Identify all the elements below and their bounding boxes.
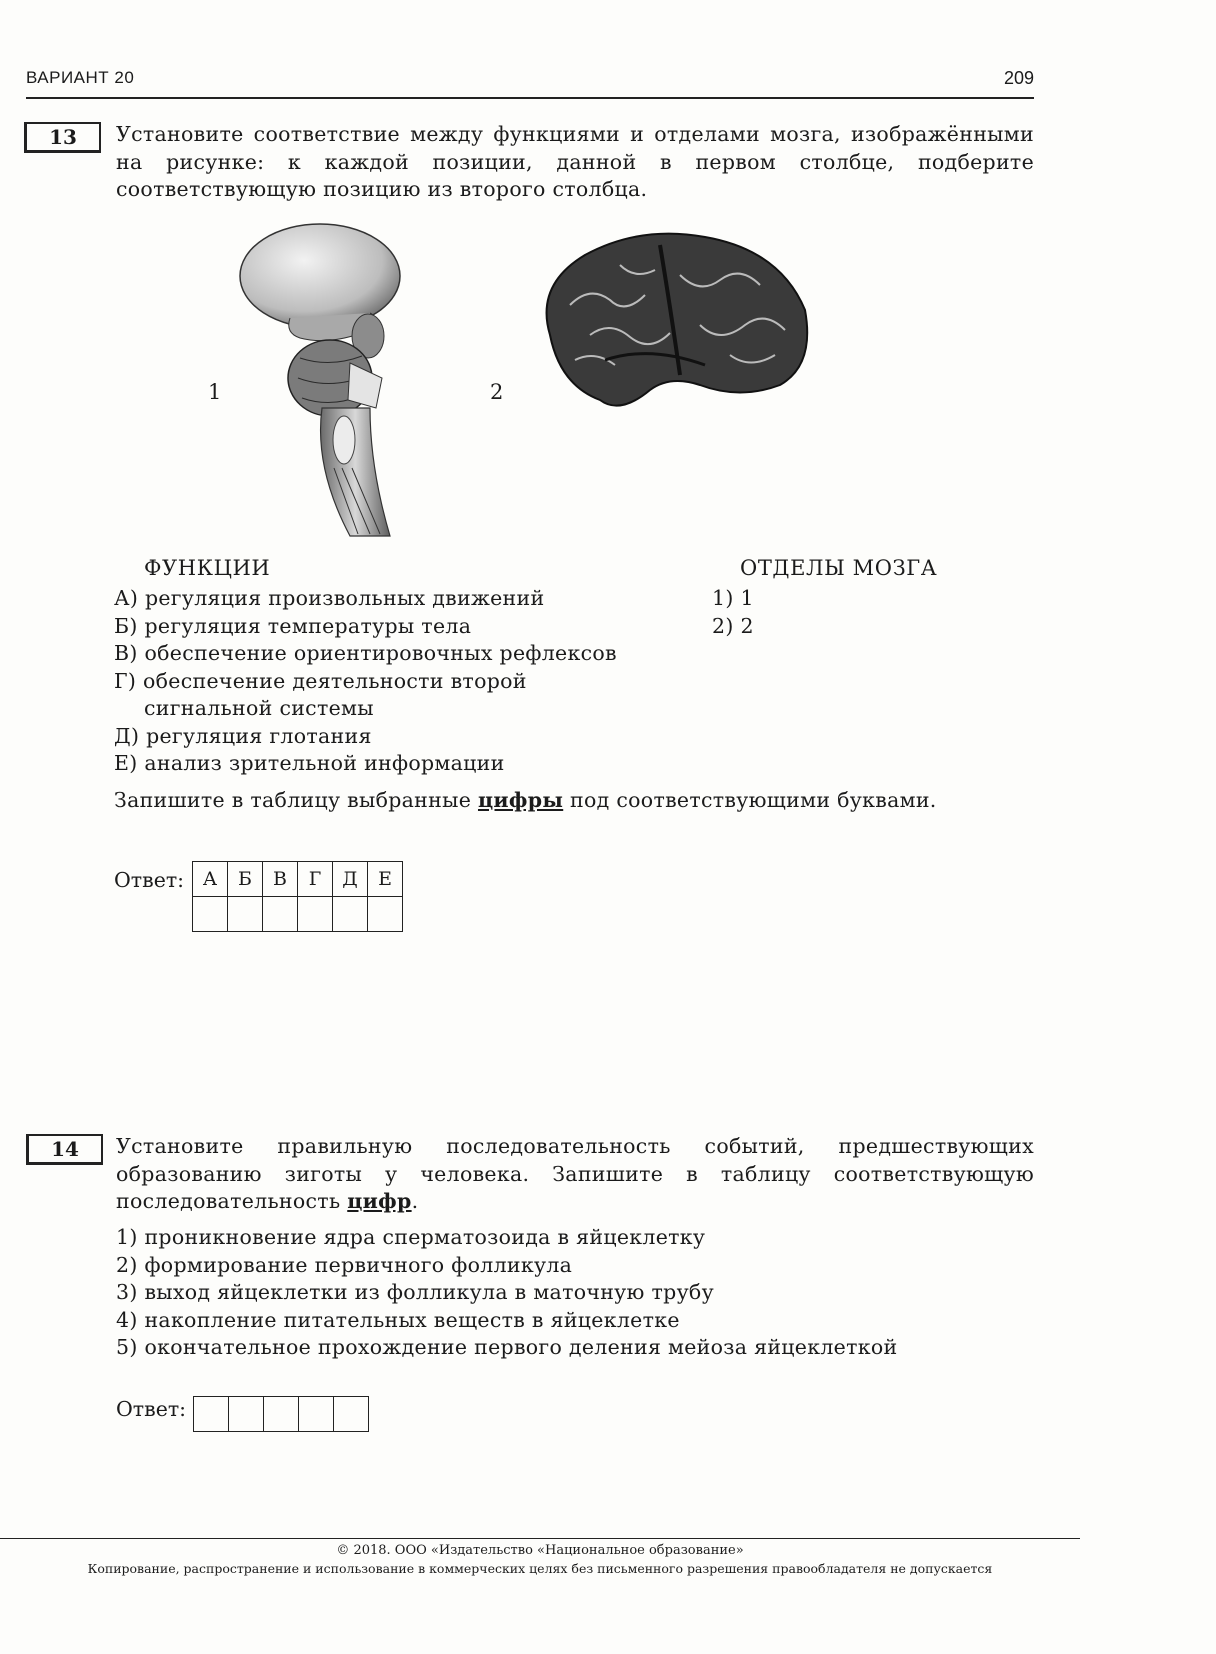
brain-part-1: 1) 1	[712, 586, 754, 610]
question-14-items	[116, 1224, 897, 1362]
brain-part-2: 2) 2	[712, 613, 754, 638]
question-14-text: Установите правильную последовательность событий, предшествующих образованию зиготы у человека. Запишите в таблицу соответствующую последовательность цифр.	[116, 1134, 1034, 1213]
answer-14-label: Ответ:	[116, 1397, 187, 1421]
footer-notice: Копирование, распространение и использование в коммерческих целях без письменного разрешения правообладателя не допускается	[87, 1561, 993, 1576]
answer-13-input-cell[interactable]	[368, 897, 403, 932]
answer-13-input-cell[interactable]	[263, 897, 298, 932]
answer-14-input-cell[interactable]	[229, 1397, 264, 1432]
function-item-a: А) регуляция произвольных движений	[114, 586, 545, 610]
answer-13-letter-cell: В	[263, 862, 298, 897]
answer-14-input-cell[interactable]	[264, 1397, 299, 1432]
answer-13-letter-cell: Г	[298, 862, 333, 897]
sequence-item-4: 4) накопление питательных веществ в яйцеклетке	[116, 1307, 680, 1332]
answer-13-letter-cell: А	[193, 862, 228, 897]
function-item-d: Д) регуляция глотания	[114, 723, 372, 748]
answer-14-input-cell[interactable]	[299, 1397, 334, 1432]
functions-list	[114, 585, 617, 778]
answer-13-input-cell[interactable]	[333, 897, 368, 932]
function-item-g-cont: сигнальной системы	[144, 696, 374, 720]
brain-parts-list	[712, 585, 754, 640]
answer-13-input-cell[interactable]	[298, 897, 333, 932]
function-item-e: Е) анализ зрительной информации	[114, 751, 505, 775]
figure-label-2: 2	[490, 380, 504, 404]
footer-divider	[0, 1538, 1080, 1539]
sequence-item-5: 5) окончательное прохождение первого деления мейоза яйцеклеткой	[116, 1335, 898, 1359]
question-13-instruction: Запишите в таблицу выбранные цифры под соответствующими буквами.	[114, 788, 937, 812]
question-14-number: 14	[26, 1134, 103, 1165]
answer-13-letter-cell: Д	[333, 862, 368, 897]
footer-copyright: © 2018. ООО «Издательство «Национальное образование»	[336, 1543, 744, 1558]
answer-14-input-cell[interactable]	[194, 1397, 229, 1432]
brainstem-illustration	[230, 218, 430, 548]
variant-label: ВАРИАНТ 20	[26, 68, 135, 87]
answer-13-letter-cell: Е	[368, 862, 403, 897]
answer-14-input-row	[194, 1397, 369, 1432]
question-13-number: 13	[24, 122, 101, 153]
brain-parts-heading: ОТДЕЛЫ МОЗГА	[740, 556, 938, 580]
function-item-v: В) обеспечение ориентировочных рефлексов	[114, 641, 617, 665]
header-divider	[26, 97, 1034, 99]
answer-14-input-cell[interactable]	[334, 1397, 369, 1432]
function-item-g: Г) обеспечение деятельности второй	[114, 668, 527, 693]
answer-13-letter-cell: Б	[228, 862, 263, 897]
answer-13-input-cell[interactable]	[193, 897, 228, 932]
sequence-item-1: 1) проникновение ядра сперматозоида в яйцеклетку	[116, 1225, 706, 1249]
answer-13-table	[192, 861, 403, 932]
sequence-item-3: 3) выход яйцеклетки из фолликула в маточную трубу	[116, 1280, 714, 1304]
sequence-item-2: 2) формирование первичного фолликула	[116, 1252, 573, 1277]
answer-13-letters-row	[193, 862, 403, 897]
answer-14-table	[193, 1396, 369, 1432]
answer-13-label: Ответ:	[114, 868, 185, 892]
answer-13-input-cell[interactable]	[228, 897, 263, 932]
function-item-b: Б) регуляция температуры тела	[114, 613, 472, 638]
functions-heading: ФУНКЦИИ	[144, 556, 271, 580]
cerebrum-illustration	[530, 225, 820, 425]
page-number: 209	[1003, 68, 1034, 88]
answer-13-input-row	[193, 897, 403, 932]
figure-label-1: 1	[208, 380, 222, 404]
question-13-text: Установите соответствие между функциями и отделами мозга, изображёнными на рисунке: к каждой позиции, данной в первом столбце, подберите соответствующую позицию из второго столбца.	[116, 122, 1034, 201]
